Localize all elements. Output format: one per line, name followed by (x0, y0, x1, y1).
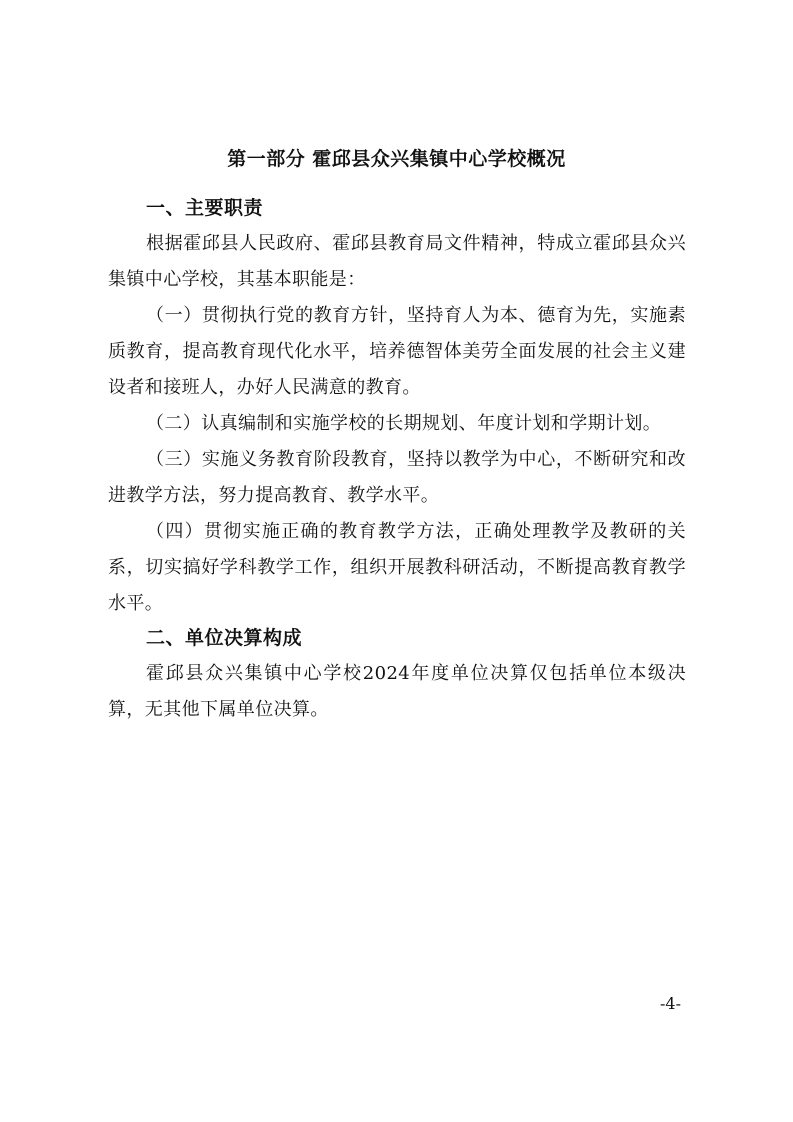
paragraph-duty-1: （一）贯彻执行党的教育方针，坚持育人为本、德育为先，实施素质教育，提高教育现代化水平，培养德智体美劳全面发展的社会主义建设者和接班人，办好人民满意的教育。 (108, 305, 686, 398)
paragraph-composition: 霍邱县众兴集镇中心学校2024年度单位决算仅包括单位本级决算，无其他下属单位决算。 (108, 663, 686, 720)
document-body (108, 192, 686, 728)
paragraph-duty-4: （四）贯彻实施正确的教育教学方法，正确处理教学及教研的关系，切实搞好学科教学工作，组织开展教科研活动，不断提高教育教学水平。 (108, 521, 686, 614)
page-title: 第一部分 霍邱县众兴集镇中心学校概况 (227, 148, 566, 170)
paragraph-duty-3: （三）实施义务教育阶段教育，坚持以教学为中心，不断研究和改进教学方法，努力提高教育、教学水平。 (108, 449, 686, 506)
page-number: -4- (660, 994, 681, 1013)
section-heading-duties: 一、主要职责 (146, 197, 264, 219)
section-heading-composition: 二、单位决算构成 (146, 627, 303, 649)
paragraph-duties-intro: 根据霍邱县人民政府、霍邱县教育局文件精神，特成立霍邱县众兴集镇中心学校，其基本职能是： (108, 233, 686, 290)
paragraph-duty-2: （二）认真编制和实施学校的长期规划、年度计划和学期计划。 (146, 413, 662, 434)
